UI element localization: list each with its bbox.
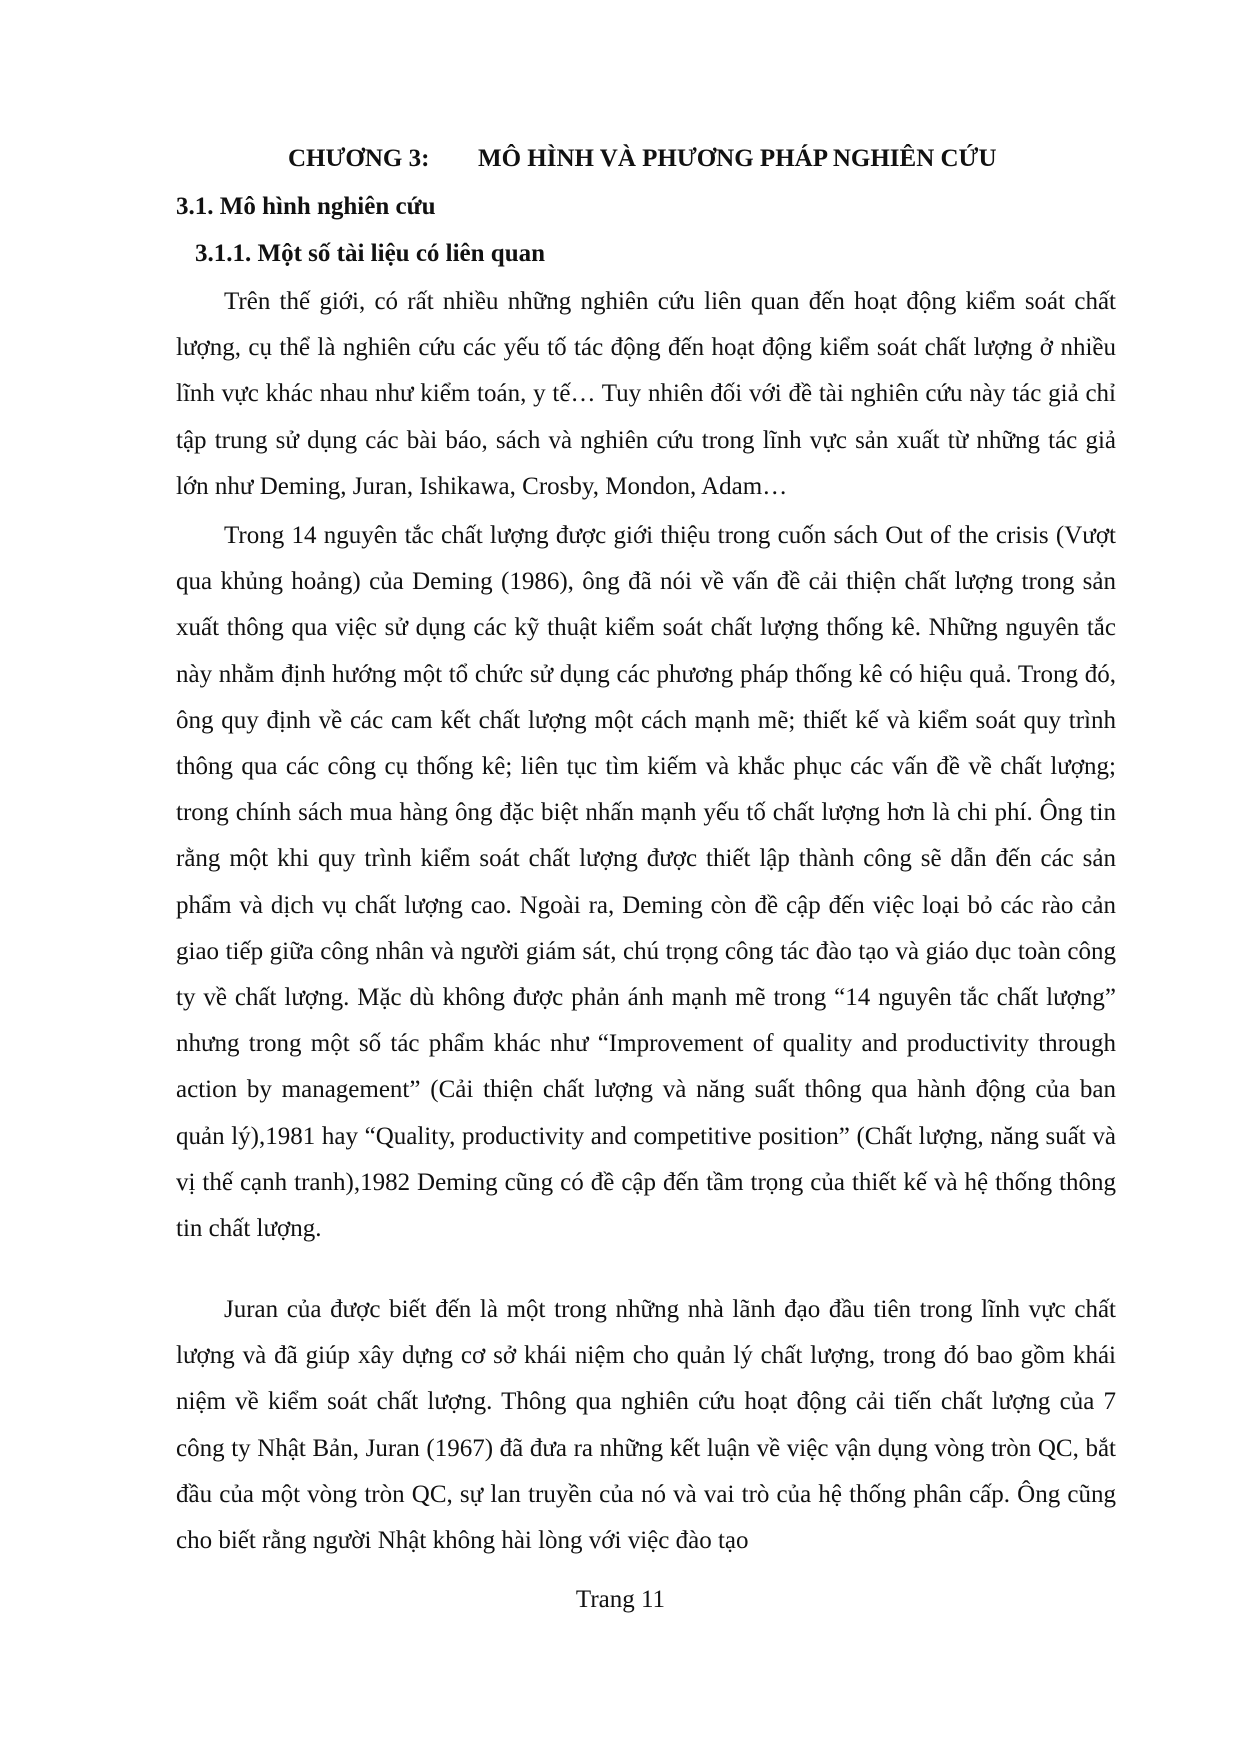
paragraph-2: Trong 14 nguyên tắc chất lượng được giới thiệu trong cuốn sách Out of the crisis (Vượt qua khủng hoảng) của Deming (1986), ông đã nói về vấn đề cải thiện chất lượng trong sản xuất thông qua việc sử dụng các kỹ thuật kiểm soát chất lượng thống kê. Những nguyên tắc này nhằm định hướng một tổ chức sử dụng các phương pháp thống kê có hiệu quả. Trong đó, ông quy định về các cam kết chất lượng một cách mạnh mẽ; thiết kế và kiểm soát quy trình thông qua các công cụ thống kê; liên tục tìm kiếm và khắc phục các vấn đề về chất lượng; trong chính sách mua hàng ông đặc biệt nhấn mạnh yếu tố chất lượng hơn là chi phí. Ông tin rằng một khi quy trình kiểm soát chất lượng được thiết lập thành công sẽ dẫn đến các sản phẩm và dịch vụ chất lượng cao. Ngoài ra, Deming còn đề cập đến việc loại bỏ các rào cản giao tiếp giữa công nhân và người giám sát, chú trọng công tác đào tạo và giáo dục toàn công ty về chất lượng. Mặc dù không được phản ánh mạnh mẽ trong “14 nguyên tắc chất lượng” nhưng trong một số tác phẩm khác như “Improvement of quality and productivity through action by management” (Cải thiện chất lượng và năng suất thông qua hành động của ban quản lý),1981 hay “Quality, productivity and competitive position” (Chất lượng, năng suất và vị thế cạnh tranh),1982 Deming cũng có đề cập đến tầm trọng của thiết kế và hệ thống thông tin chất lượng. [176,522,1116,1243]
paragraph-1: Trên thế giới, có rất nhiều những nghiên cứu liên quan đến hoạt động kiểm soát chất lượng, cụ thể là nghiên cứu các yếu tố tác động đến hoạt động kiểm soát chất lượng ở nhiều lĩnh vực khác nhau như kiểm toán, y tế… Tuy nhiên đối với đề tài nghiên cứu này tác giả chỉ tập trung sử dụng các bài báo, sách và nghiên cứu trong lĩnh vực sản xuất từ những tác giả lớn như Deming, Juran, Ishikawa, Crosby, Mondon, Adam… [176,288,1116,500]
section-heading: 3.1. Mô hình nghiên cứu [176,193,436,220]
chapter-name: MÔ HÌNH VÀ PHƯƠNG PHÁP NGHIÊN CỨU [478,145,997,172]
chapter-label: CHƯƠNG 3: [288,145,430,172]
subsection-heading: 3.1.1. Một số tài liệu có liên quan [195,240,546,267]
chapter-title [288,145,1068,173]
paragraph-3: Juran của được biết đến là một trong những nhà lãnh đạo đầu tiên trong lĩnh vực chất lượng và đã giúp xây dựng cơ sở khái niệm cho quản lý chất lượng, trong đó bao gồm khái niệm về kiểm soát chất lượng. Thông qua nghiên cứu hoạt động cải tiến chất lượng của 7 công ty Nhật Bản, Juran (1967) đã đưa ra những kết luận về việc vận dụng vòng tròn QC, bắt đầu của một vòng tròn QC, sự lan truyền của nó và vai trò của hệ thống phân cấp. Ông cũng cho biết rằng người Nhật không hài lòng với việc đào tạo [176,1296,1116,1555]
page-number: Trang 11 [575,1586,666,1613]
